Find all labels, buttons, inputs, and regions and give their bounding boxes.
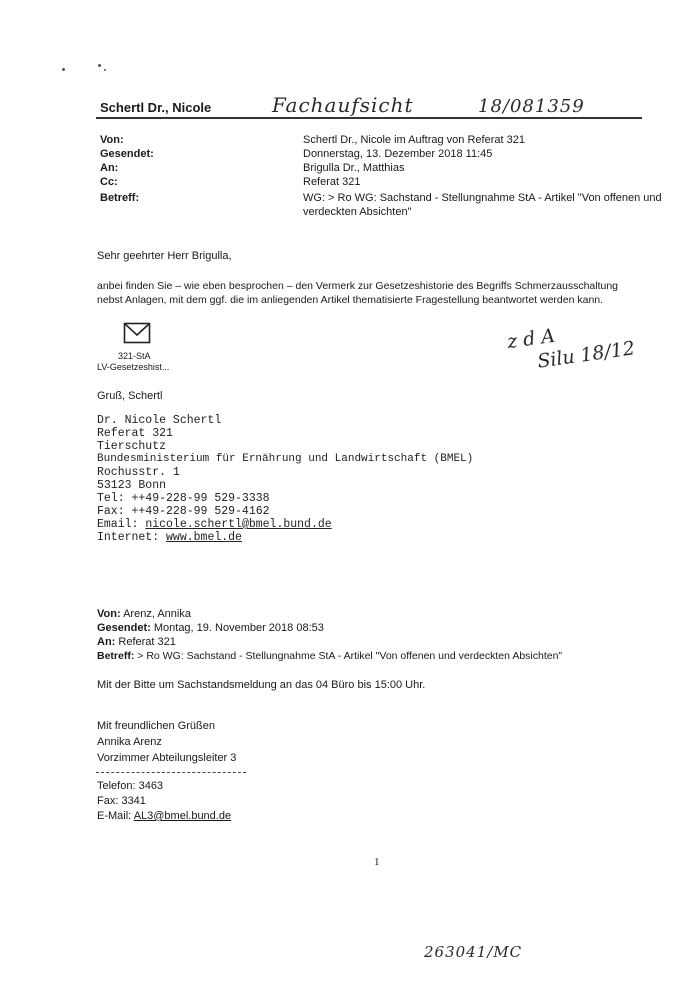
an-label: An: — [100, 162, 119, 174]
signature-email-row — [97, 518, 332, 531]
handwritten-title: Fachaufsicht — [272, 93, 414, 117]
signature-ministry: Bundesministerium für Ernährung und Landwirtschaft (BMEL) — [97, 453, 474, 465]
scan-speck — [62, 68, 65, 71]
signature-fax: Fax: ++49-228-99 529-4162 — [97, 505, 270, 518]
signature-unit: Referat 321 — [97, 427, 173, 440]
forwarded-von-label: Von: — [97, 608, 121, 620]
betreff-line1: WG: > Ro WG: Sachstand - Stellungnahme StA - Artikel "Von offenen und — [303, 192, 662, 204]
forwarded-email-link[interactable]: AL3@bmel.bund.de — [133, 810, 232, 822]
signature-dept: Tierschutz — [97, 440, 167, 453]
body-paragraph-line2: nebst Anlagen, mit dem ggf. die im anliegenden Artikel thematisierte Fragestellung beantwortet werden kann. — [97, 294, 604, 306]
attachment-name-line2[interactable]: LV-Gesetzeshist... — [97, 362, 170, 372]
signature-email-label: Email: — [97, 518, 139, 531]
von-value: Schertl Dr., Nicole im Auftrag von Referat 321 — [303, 134, 525, 146]
forwarded-gesendet-row — [97, 621, 324, 635]
forwarded-betreff-row — [97, 649, 562, 663]
forwarded-an-label: An: — [97, 636, 116, 648]
signature-tel: Tel: ++49-228-99 529-3338 — [97, 492, 270, 505]
an-value: Brigulla Dr., Matthias — [303, 162, 405, 174]
forwarded-telefon: Telefon: 3463 — [97, 780, 164, 792]
signature-name: Dr. Nicole Schertl — [97, 414, 222, 427]
scan-speck — [98, 64, 101, 67]
attachment-name-line1[interactable]: 321-StA — [118, 351, 151, 361]
envelope-icon[interactable] — [123, 322, 151, 349]
sender-name: Schertl Dr., Nicole — [100, 100, 212, 115]
forwarded-von-row — [97, 607, 191, 621]
body-paragraph-line1: anbei finden Sie – wie eben besprochen – den Vermerk zur Gesetzeshistorie des Begriffs Schmerzausschaltung — [97, 280, 619, 292]
signature-city: 53123 Bonn — [97, 479, 167, 492]
forwarded-greeting: Mit freundlichen Grüßen — [97, 720, 215, 732]
betreff-label: Betreff: — [100, 192, 140, 204]
scan-speck — [104, 69, 106, 71]
forwarded-an-value: Referat 321 — [118, 636, 176, 648]
signature-internet-label: Internet: — [97, 531, 160, 544]
forwarded-email-label: E-Mail: — [97, 810, 132, 822]
cc-label: Cc: — [100, 176, 118, 188]
forwarded-email-row — [97, 809, 231, 823]
forwarded-fax: Fax: 3341 — [97, 795, 146, 807]
header-divider — [96, 117, 642, 119]
forwarded-gesendet-value: Montag, 19. November 2018 08:53 — [153, 622, 324, 634]
salutation: Sehr geehrter Herr Brigulla, — [97, 250, 232, 262]
handwritten-note-zda: z d A — [505, 324, 557, 354]
forwarded-gesendet-label: Gesendet: — [97, 622, 151, 634]
handwritten-code: 263041/MC — [424, 943, 523, 961]
handwritten-number: 18/081359 — [478, 96, 585, 117]
forwarded-sender-name: Annika Arenz — [97, 736, 162, 748]
forwarded-von-value: Arenz, Annika — [123, 608, 191, 620]
signature-email-link[interactable]: nicole.schertl@bmel.bund.de — [145, 518, 332, 531]
signature-street: Rochusstr. 1 — [97, 466, 180, 479]
von-label: Von: — [100, 134, 124, 146]
closing: Gruß, Schertl — [97, 390, 163, 402]
signature-internet-row — [97, 531, 242, 544]
page-number: 1 — [374, 856, 380, 868]
handwritten-note-date: Silu 18/12 — [535, 337, 637, 373]
forwarded-an-row — [97, 635, 176, 649]
betreff-line2: verdeckten Absichten" — [303, 206, 412, 218]
forwarded-request: Mit der Bitte um Sachstandsmeldung an das 04 Büro bis 15:00 Uhr. — [97, 679, 426, 691]
forwarded-sender-role: Vorzimmer Abteilungsleiter 3 — [97, 752, 237, 764]
cc-value: Referat 321 — [303, 176, 361, 188]
signature-divider — [96, 772, 246, 774]
gesendet-label: Gesendet: — [100, 148, 154, 160]
forwarded-betreff-label: Betreff: — [97, 650, 135, 662]
signature-internet-link[interactable]: www.bmel.de — [166, 531, 242, 544]
gesendet-value: Donnerstag, 13. Dezember 2018 11:45 — [303, 148, 493, 160]
forwarded-betreff-value: > Ro WG: Sachstand - Stellungnahme StA - Artikel "Von offenen und verdeckten Absichten" — [137, 650, 563, 662]
